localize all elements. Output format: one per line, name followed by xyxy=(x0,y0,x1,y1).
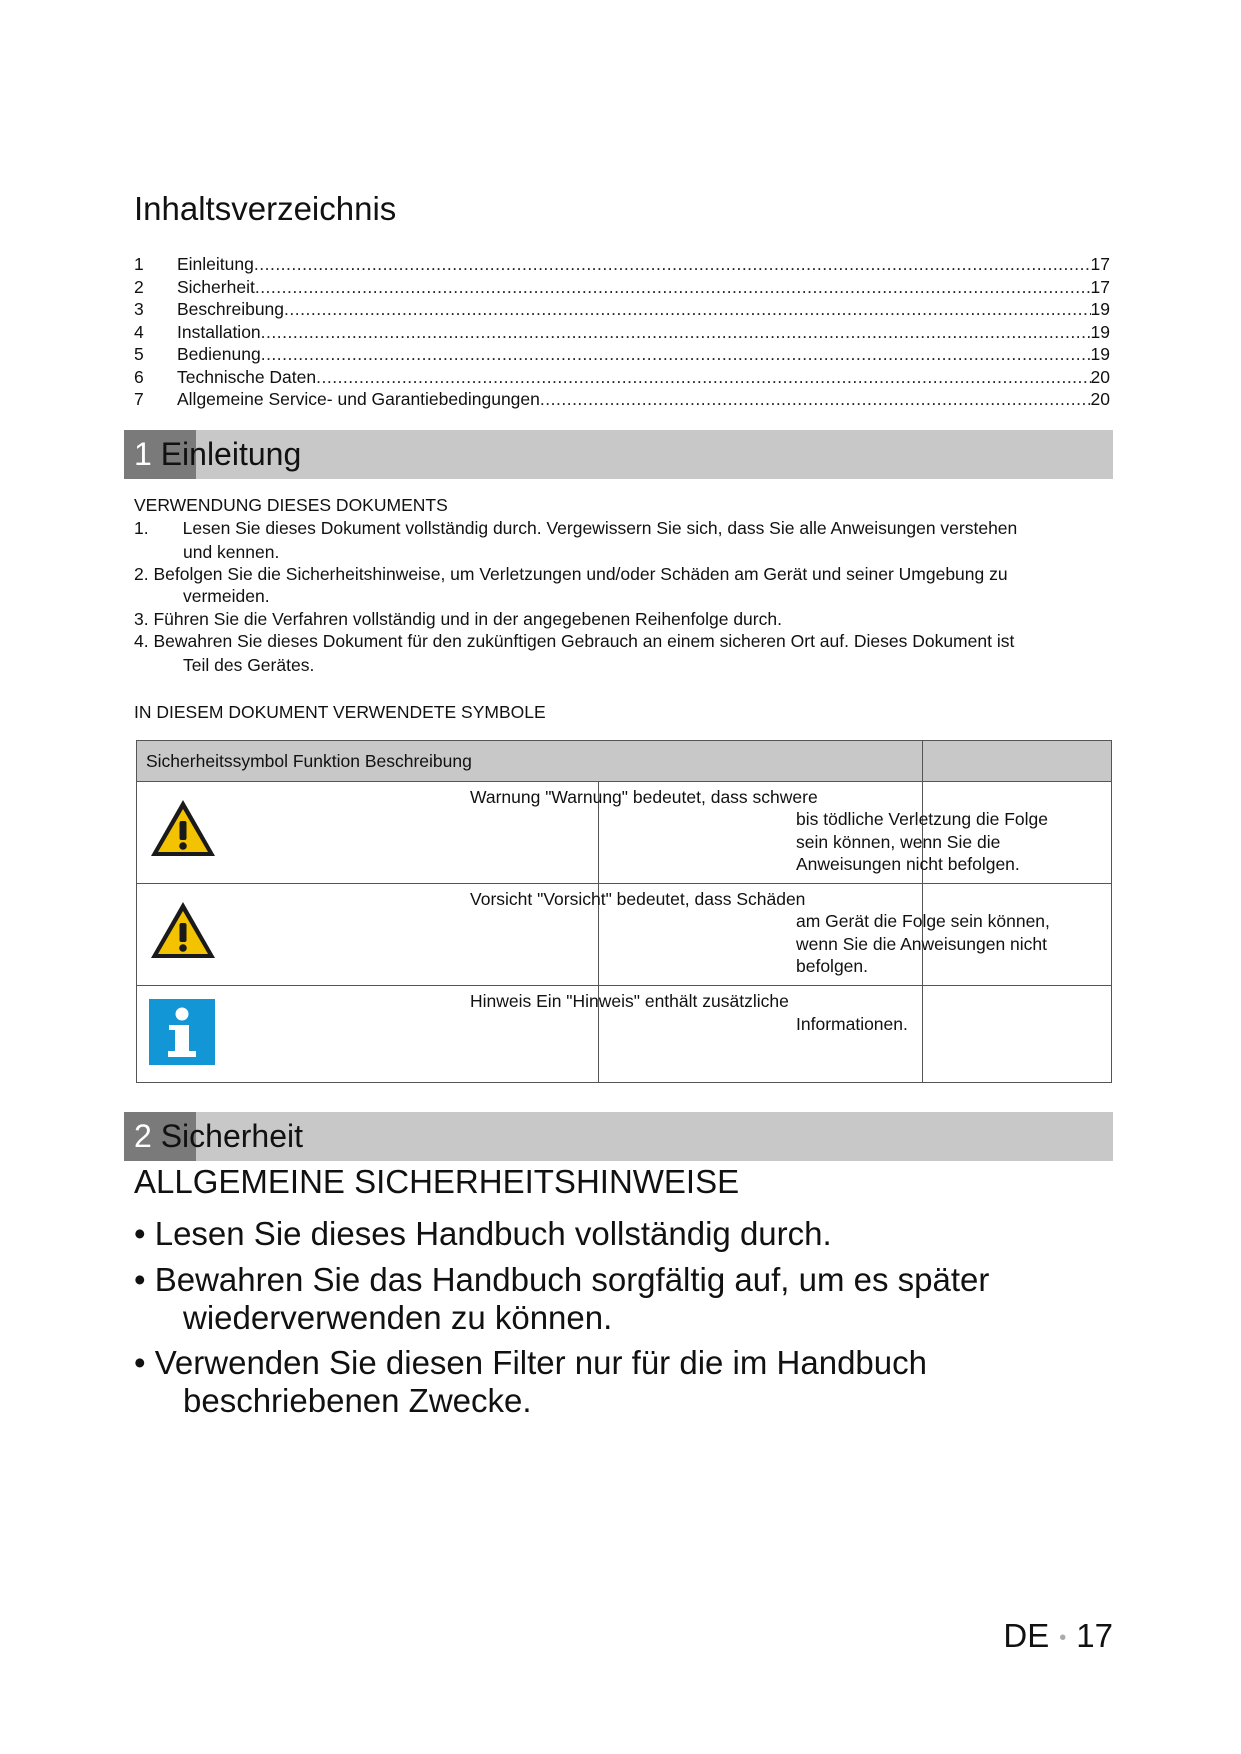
warning-description-line: bis tödliche Verletzung die Folge xyxy=(796,809,1048,829)
toc-entry xyxy=(134,366,1110,389)
section-1-title xyxy=(134,430,301,479)
toc-entry-page: 19 xyxy=(1090,299,1110,319)
toc-entry-number: 4 xyxy=(134,321,144,342)
section-2-number: 2 xyxy=(134,1118,152,1154)
safety-heading: ALLGEMEINE SICHERHEITSHINWEISE xyxy=(134,1163,740,1200)
toc-entry-label: Installation xyxy=(177,321,261,342)
toc-entry-number: 3 xyxy=(134,299,144,319)
info-icon xyxy=(149,999,215,1065)
toc-entry-label: Bedienung xyxy=(177,344,261,364)
safety-bullet xyxy=(134,1261,989,1337)
symbols-table-header-text: Sicherheitssymbol Funktion Beschreibung xyxy=(146,751,472,771)
warning-description-line: Anweisungen nicht befolgen. xyxy=(796,854,1020,874)
section-2-heading: Sicherheit xyxy=(160,1118,303,1154)
usage-item-1-line1: 1. Lesen Sie dieses Dokument vollständig durch. Vergewissern Sie sich, dass Sie alle Anweisungen verstehen xyxy=(134,518,1018,538)
usage-item-4-line2: Teil des Gerätes. xyxy=(183,655,315,675)
toc-entry xyxy=(134,321,1110,344)
info-description-line: Informationen. xyxy=(796,1014,908,1034)
toc-title: Inhaltsverzeichnis xyxy=(134,190,397,227)
toc-entry xyxy=(134,343,1110,366)
usage-item-2-line1: 2. Befolgen Sie die Sicherheitshinweise, um Verletzungen und/oder Schäden am Gerät und seiner Umgebung zu xyxy=(134,564,1008,584)
toc-entry-number: 1 xyxy=(134,254,144,274)
usage-item-4-line1: 4. Bewahren Sie dieses Dokument für den zukünftigen Gebrauch an einem sicheren Ort auf. Dieses Dokument ist xyxy=(134,631,1015,651)
symbols-heading: IN DIESEM DOKUMENT VERWENDETE SYMBOLE xyxy=(134,702,546,722)
section-1-heading: Einleitung xyxy=(160,436,302,472)
safety-bullet-continuation: wiederverwenden zu können. xyxy=(183,1299,613,1336)
toc-entry-page: 19 xyxy=(1090,344,1110,364)
toc-entry-label: Beschreibung xyxy=(177,299,285,319)
usage-item-2-line2: vermeiden. xyxy=(183,586,270,606)
footer-separator: • xyxy=(1059,1626,1067,1649)
toc-entry-page: 17 xyxy=(1090,276,1110,297)
caution-description-line: wenn Sie die Anweisungen nicht xyxy=(796,934,1048,954)
caution-description-line: am Gerät die Folge sein können, xyxy=(796,911,1050,931)
section-2-title xyxy=(134,1112,303,1161)
safety-bullet-continuation: beschriebenen Zwecke. xyxy=(183,1382,532,1419)
toc-entry xyxy=(134,276,1110,299)
toc-entry xyxy=(134,388,1110,411)
page-number: 17 xyxy=(1076,1617,1113,1654)
toc-entry-page: 20 xyxy=(1090,389,1110,409)
caution-function-text: Vorsicht "Vorsicht" bedeutet, dass Schäden xyxy=(470,889,806,909)
caution-description-line: befolgen. xyxy=(796,956,869,976)
usage-item-1-line2: und kennen. xyxy=(183,542,280,562)
warning-function-text: Warnung "Warnung" bedeutet, dass schwere xyxy=(470,787,818,807)
toc-entry-label: Sicherheit xyxy=(177,276,255,297)
toc-entry xyxy=(134,253,1110,276)
toc-entry-number: 5 xyxy=(134,344,144,364)
section-1-number: 1 xyxy=(134,436,152,472)
toc-entry-page: 19 xyxy=(1090,321,1110,342)
warning-description-line: sein können, wenn Sie die xyxy=(796,832,1001,852)
footer-language: DE xyxy=(1003,1617,1050,1654)
safety-bullet-text: • Bewahren Sie das Handbuch sorgfältig auf, um es später xyxy=(134,1261,990,1298)
usage-heading: VERWENDUNG DIESES DOKUMENTS xyxy=(134,495,448,515)
toc-entry-page: 17 xyxy=(1090,254,1110,274)
toc-entry-label: Technische Daten xyxy=(177,366,317,387)
symbols-table xyxy=(136,740,1112,1083)
page-footer xyxy=(1003,1617,1113,1655)
safety-bullet xyxy=(134,1344,927,1420)
safety-bullet xyxy=(134,1215,832,1253)
caution-icon xyxy=(149,899,217,961)
usage-item-3-line1: 3. Führen Sie die Verfahren vollständig und in der angegebenen Reihenfolge durch. xyxy=(134,609,782,629)
toc-entry-number: 2 xyxy=(134,276,144,297)
safety-bullet-text: • Lesen Sie dieses Handbuch vollständig durch. xyxy=(134,1215,832,1252)
toc-list xyxy=(134,253,1110,411)
toc-entry-number: 7 xyxy=(134,389,144,409)
toc-entry-label: Allgemeine Service- und Garantiebedingungen xyxy=(177,389,540,409)
info-function-text: Hinweis Ein "Hinweis" enthält zusätzliche xyxy=(470,991,789,1011)
toc-entry-page: 20 xyxy=(1090,366,1110,387)
warning-icon xyxy=(149,797,217,859)
toc-entry xyxy=(134,298,1110,321)
toc-entry-label: Einleitung xyxy=(177,254,254,274)
toc-entry-number: 6 xyxy=(134,366,144,387)
safety-bullet-text: • Verwenden Sie diesen Filter nur für die im Handbuch xyxy=(134,1344,927,1381)
